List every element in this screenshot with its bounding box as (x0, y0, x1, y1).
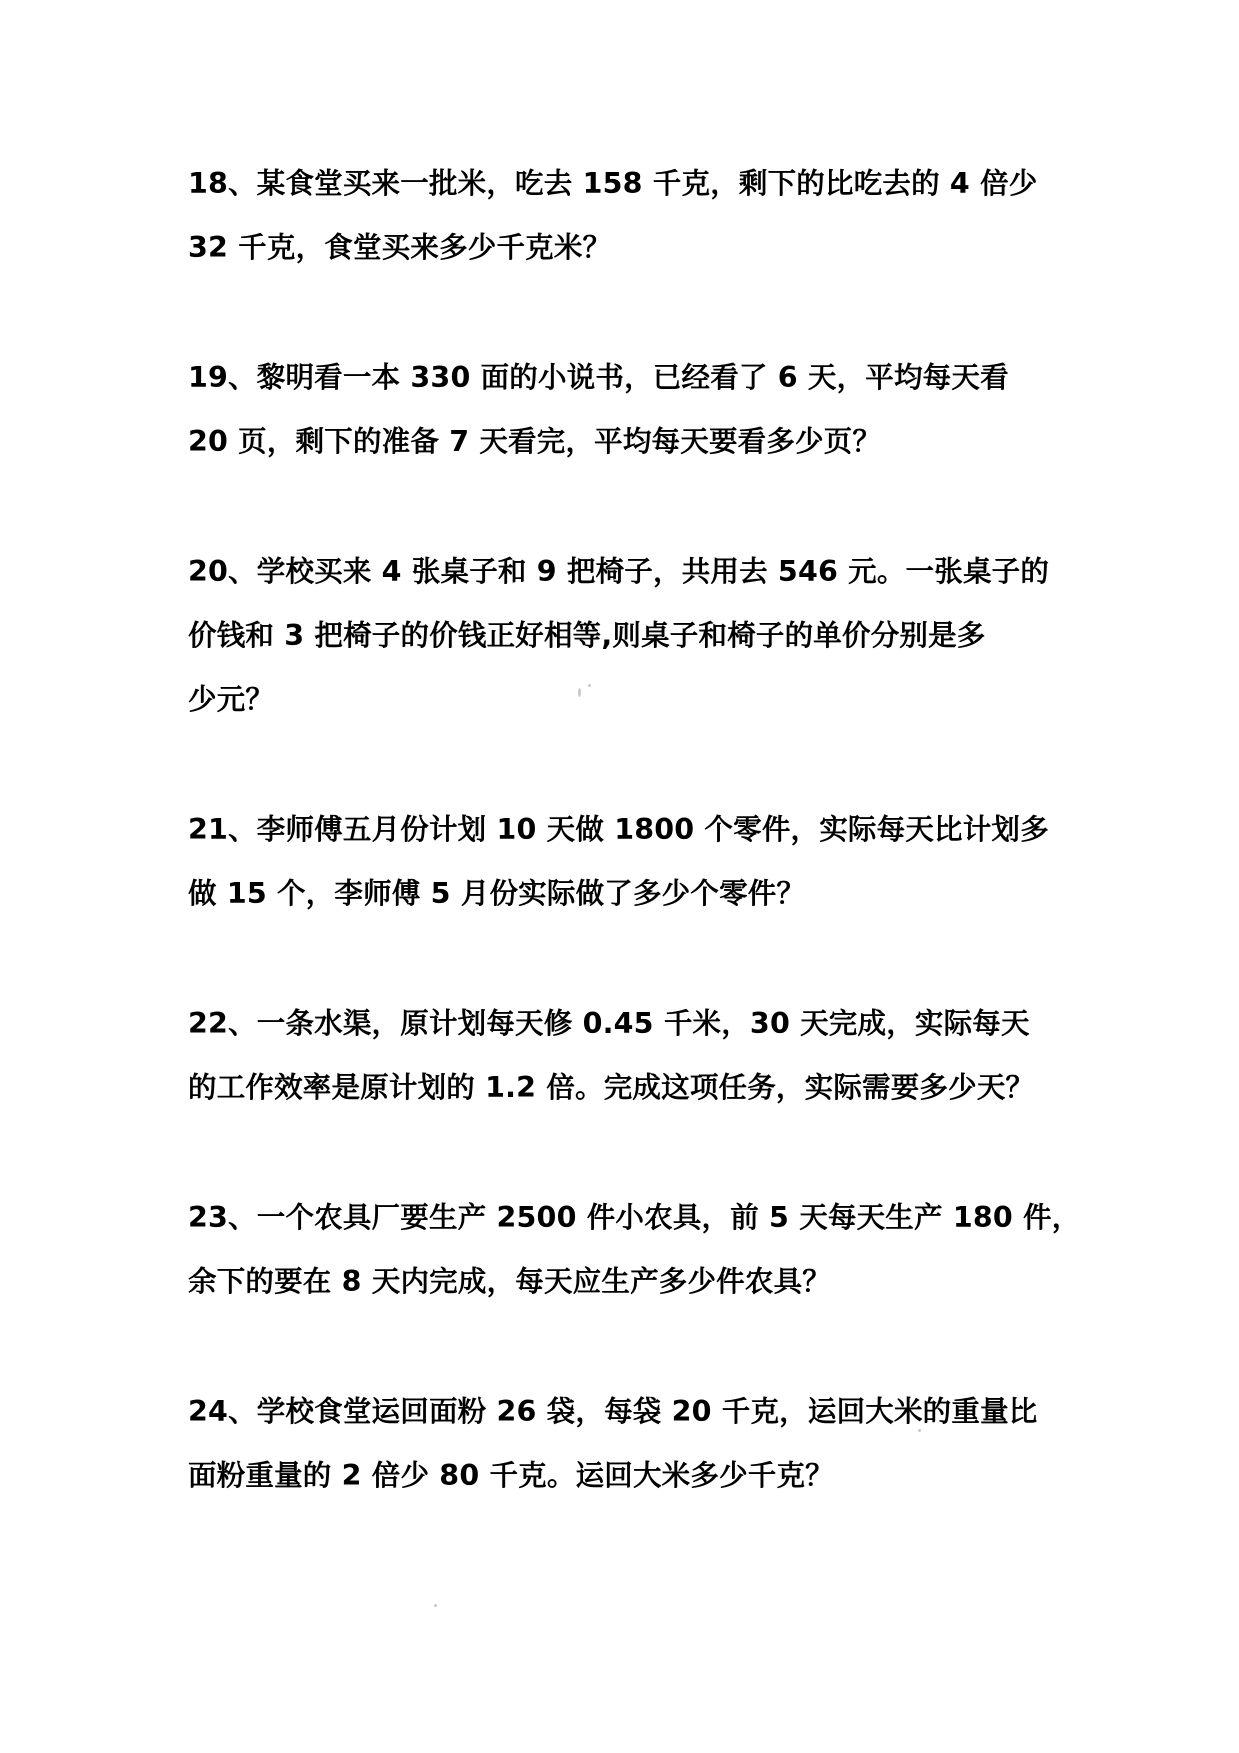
problem-23-line-1: 23、一个农具厂要生产 2500 件小农具，前 5 天每天生产 180 件， (188, 1201, 1081, 1234)
scan-speck (588, 684, 591, 687)
problem-22-line-1: 22、一条水渠，原计划每天修 0.45 千米，30 天完成，实际每天 (188, 1007, 1030, 1040)
problem-24-line-1: 24、学校食堂运回面粉 26 袋，每袋 20 千克，运回大米的重量比 (188, 1395, 1038, 1428)
problem-20-line-1: 20、学校买来 4 张桌子和 9 把椅子，共用去 546 元。一张桌子的 (188, 555, 1050, 588)
scan-speck (434, 1604, 437, 1607)
problem-22-line-2: 的工作效率是原计划的 1.2 倍。完成这项任务，实际需要多少天？ (188, 1071, 1035, 1104)
problem-24-line-2: 面粉重量的 2 倍少 80 千克。运回大米多少千克？ (188, 1459, 834, 1492)
problem-18-line-1: 18、某食堂买来一批米，吃去 158 千克，剩下的比吃去的 4 倍少 (188, 167, 1038, 200)
problem-21-line-2: 做 15 个，李师傅 5 月份实际做了多少个零件？ (188, 877, 806, 910)
problem-18-line-2: 32 千克，食堂买来多少千克米？ (188, 231, 612, 264)
scan-speck (918, 1429, 921, 1432)
problem-23-line-2: 余下的要在 8 天内完成，每天应生产多少件农具？ (188, 1265, 831, 1298)
problem-21-line-1: 21、李师傅五月份计划 10 天做 1800 个零件，实际每天比计划多 (188, 813, 1049, 846)
problem-19-line-2: 20 页，剩下的准备 7 天看完，平均每天要看多少页？ (188, 425, 882, 458)
problem-20-line-3: 少元？ (188, 683, 275, 716)
problem-19-line-1: 19、黎明看一本 330 面的小说书，已经看了 6 天，平均每天看 (188, 361, 1009, 394)
scan-speck (578, 688, 581, 697)
problem-20-line-2: 价钱和 3 把椅子的价钱正好相等,则桌子和椅子的单价分别是多 (188, 619, 986, 652)
